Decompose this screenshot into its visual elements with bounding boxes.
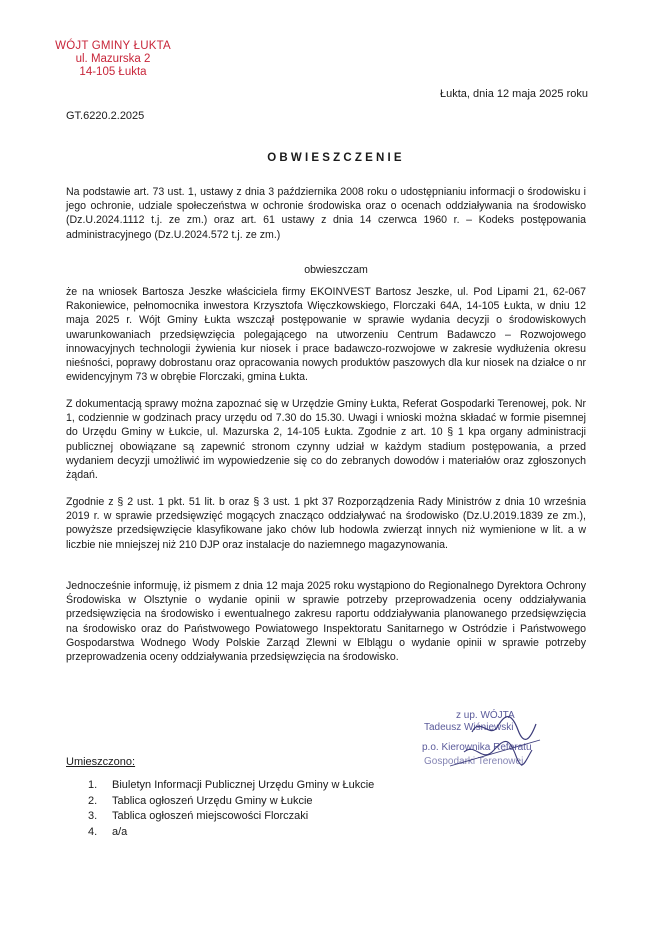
list-item <box>88 778 374 794</box>
list-item-number: 3. <box>88 810 98 822</box>
placed-list <box>88 778 374 840</box>
reference-number: GT.6220.2.2025 <box>66 110 145 122</box>
list-item <box>88 825 374 841</box>
list-item-text: Biuletyn Informacji Publicznej Urzędu Gminy w Łukcie <box>112 779 375 791</box>
list-item-number: 4. <box>88 825 98 838</box>
signature-stamp <box>420 706 570 780</box>
list-item-text: Tablica ogłoszeń Urzędu Gminy w Łukcie <box>112 794 313 807</box>
placed-label: Umieszczono: <box>66 756 136 768</box>
place-date: Łukta, dnia 12 maja 2025 roku <box>440 88 588 100</box>
signature-position: p.o. Kierownika Referatu <box>422 742 532 753</box>
paragraph-classification: Zgodnie z § 2 ust. 1 pkt. 51 lit. b oraz § 3 ust. 1 pkt 37 Rozporządzenia Rady Ministrów z dnia 10 września 2019 r. w sprawie przedsięwzięć mogących znacząco oddziaływać na środowisko (Dz.U.2019.1839 ze zm.), powyższe przedsięwzięcie klasyfikowane jako chów lub hodowla zwierząt innych niż wymienione w lit. a w liczbie nie mniejszej niż 210 DJP oraz instalacje do naziemnego magazynowania. <box>66 496 586 551</box>
issuer-header <box>38 40 188 79</box>
paragraph-proceedings: że na wniosek Bartosza Jeszke właściciela firmy EKOINVEST Bartosz Jeszke, ul. Pod Lipami 21, 62-067 Rakoniewice, pełnomocnika inwestora Krzysztofa Więczkowskiego, Florczaki 64A, 14-105 Łukta, w dniu 12 maja 2025 r. Wójt Gminy Łukta wszczął postępowanie w sprawie wydania decyzji o środowiskowych uwarunkowaniach przedsięwzięcia polegającego na utworzeniu Centrum Badawczo – Rozwojowego innowacyjnych technologii żywienia kur niosek i prace badawczo-rozwojowe w zakresie wydłużenia okresu nieśności, poprawy dobrostanu oraz opracowania nowych produktów paszowych dla kur niosek na działce o nr ewidencyjnym 73 w obrębie Florczaki, gmina Łukta. <box>66 286 586 384</box>
issuer-street: ul. Mazurska 2 <box>75 53 151 65</box>
issuer-name: WÓJT GMINY ŁUKTA <box>55 40 171 52</box>
list-item <box>88 794 374 810</box>
legal-basis-paragraph: Na podstawie art. 73 ust. 1, ustawy z dnia 3 października 2008 roku o udostępnianiu informacji o środowisku i jego ochronie, udziale społeczeństwa w ochronie środowiska oraz o ocenach oddziaływania na środowisko (Dz.U.2024.1112 t.j. ze zm.) oraz art. 61 ustawy z dnia 14 czerwca 1960 r. – Kodeks postępowania administracyjnego (Dz.U.2024.572 t.j. ze zm.) <box>66 186 586 241</box>
paragraph-opinions: Jednocześnie informuję, iż pismem z dnia 12 maja 2025 roku wystąpiono do Regionalnego Dyrektora Ochrony Środowiska w Olsztynie o wydanie opinii w sprawie potrzeby przeprowadzenia oceny oddziaływania przedsięwzięcia na środowisko i ewentualnego zakresu raportu oddziaływania planowanego przedsięwzięcia na środowisko oraz do Państwowego Powiatowego Inspektoratu Sanitarnego w Ostródzie i Państwowego Gospodarstwa Wodnego Wody Polskie Zarząd Zlewni w Elblągu o wydanie opinii w sprawie potrzeby przeprowadzenia oceny oddziaływania przedsięwzięcia na środowisko. <box>66 580 586 664</box>
document-title: OBWIESZCZENIE <box>267 152 405 164</box>
signature-department: Gospodarki Terenowej <box>424 756 524 767</box>
list-item-number: 1. <box>88 779 98 791</box>
announce-word: obwieszczam <box>304 264 368 276</box>
issuer-postal-code: 14-105 Łukta <box>79 66 147 78</box>
signature-name: Tadeusz Wiśniewski <box>424 722 514 733</box>
list-item-number: 2. <box>88 794 98 807</box>
list-item <box>88 809 374 825</box>
list-item-text: a/a <box>112 825 128 838</box>
paragraph-documentation: Z dokumentacją sprawy można zapoznać się w Urzędzie Gminy Łukta, Referat Gospodarki Terenowej, pok. Nr 1, codziennie w godzinach pracy urzędu od 7.30 do 15.30. Uwagi i wnioski można składać w formie pisemnej do Urzędu Gminy w Łukcie, ul. Mazurska 2, 14-105 Łukta. Zgodnie z art. 10 § 1 kpa organy administracji publicznej obowiązane są zapewnić stronom czynny udział w każdym stadium postępowania, a przed wydaniem decyzji umożliwić im wypowiedzenie się co do zebranych dowodów i materiałów oraz zgłoszonych żądań. <box>66 398 586 482</box>
list-item-text: Tablica ogłoszeń miejscowości Florczaki <box>112 810 309 822</box>
signature-authority: z up. WÓJTA <box>456 710 515 721</box>
handwritten-signature-icon <box>420 706 570 780</box>
